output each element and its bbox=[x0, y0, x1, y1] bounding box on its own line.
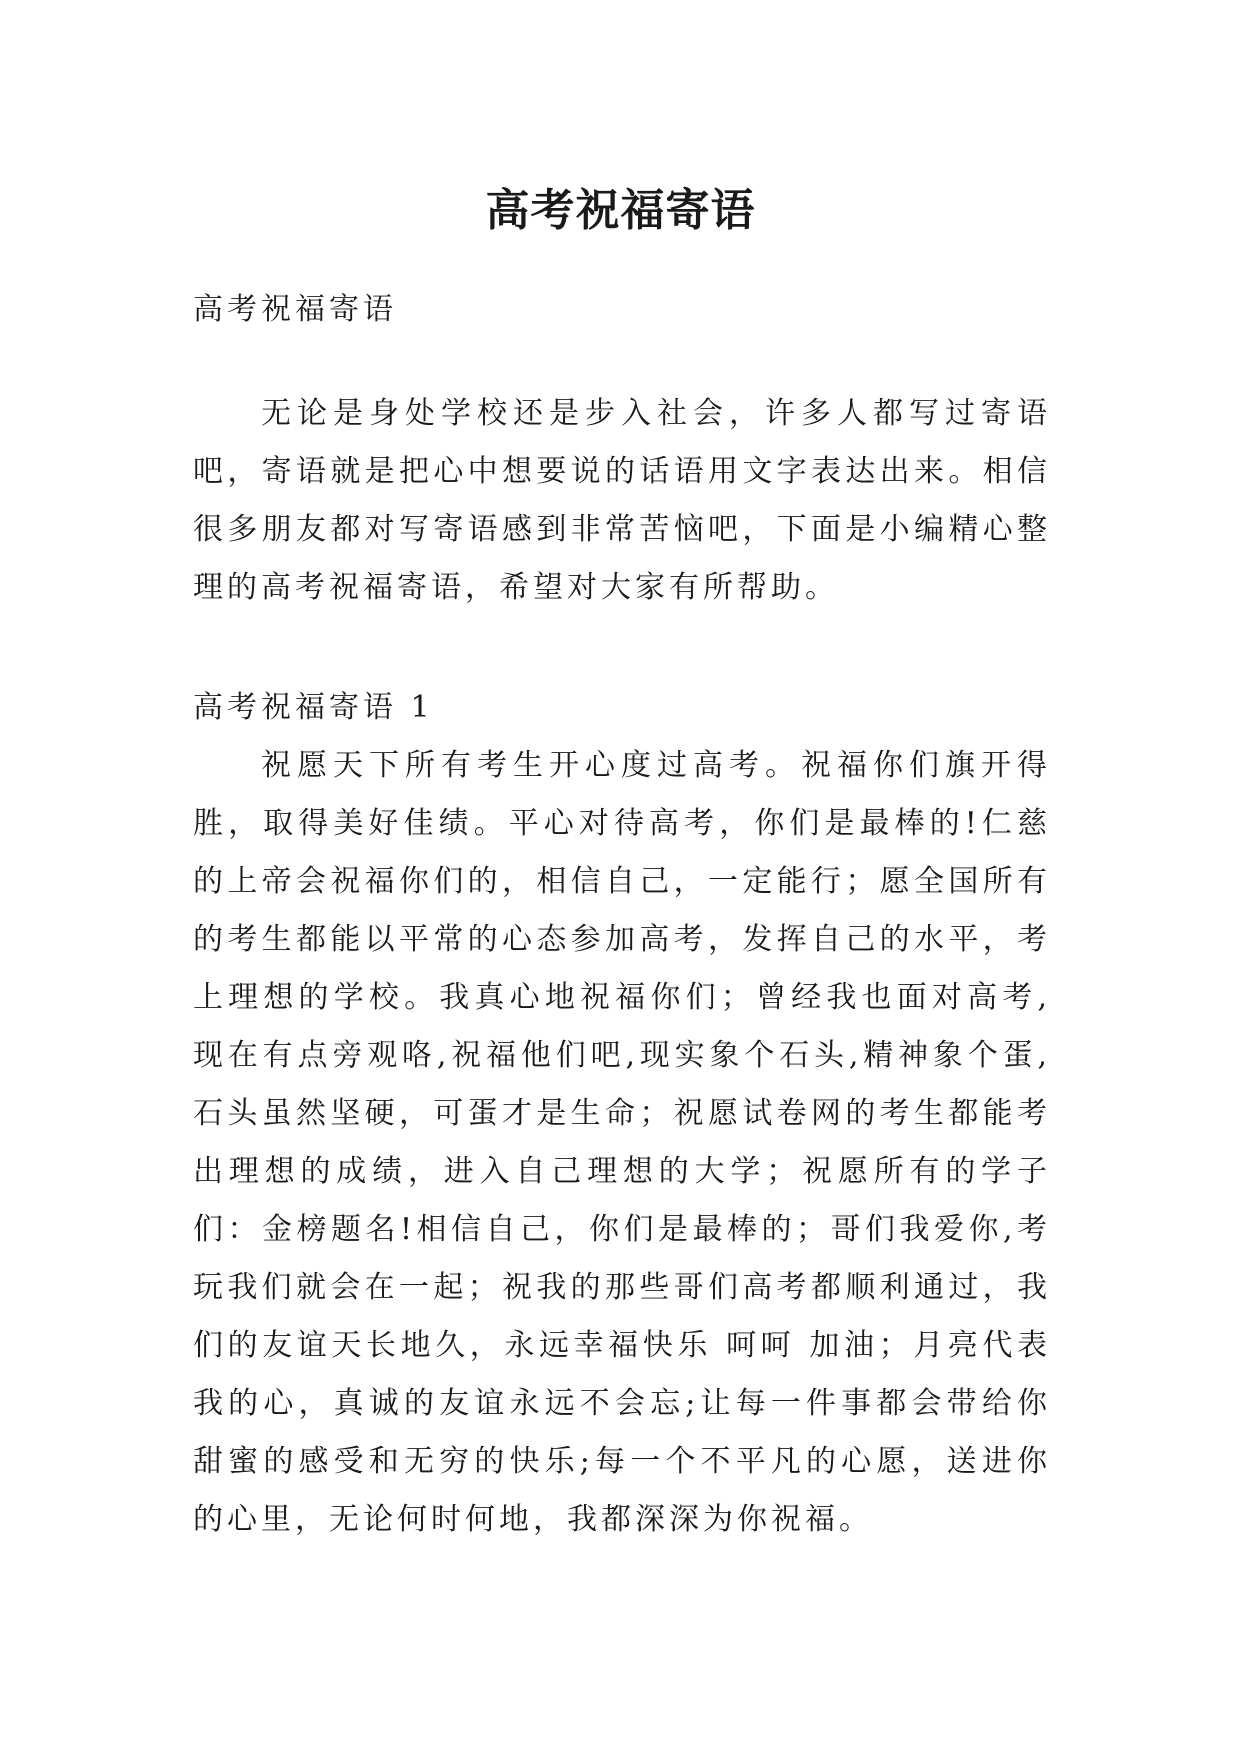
intro-paragraph: 无论是身处学校还是步入社会，许多人都写过寄语吧，寄语就是把心中想要说的话语用文字表达出来。相信很多朋友都对写寄语感到非常苦恼吧，下面是小编精心整理的高考祝福寄语，希望对大家有所帮助。 bbox=[193, 396, 1051, 605]
document-body bbox=[193, 285, 1051, 1549]
section-body: 祝愿天下所有考生开心度过高考。祝福你们旗开得胜，取得美好佳绩。平心对待高考，你们是最棒的!仁慈的上帝会祝福你们的，相信自己，一定能行；愿全国所有的考生都能以平常的心态参加高考，发挥自己的水平，考上理想的学校。我真心地祝福你们；曾经我也面对高考,现在有点旁观咯,祝福他们吧,现实象个石头,精神象个蛋,石头虽然坚硬，可蛋才是生命；祝愿试卷网的考生都能考出理想的成绩，进入自己理想的大学；祝愿所有的学子们：金榜题名!相信自己，你们是最棒的；哥们我爱你,考玩我们就会在一起；祝我的那些哥们高考都顺利通过，我们的友谊天长地久，永远幸福快乐 呵呵 加油；月亮代表我的心，真诚的友谊永远不会忘;让每一件事都会带给你甜蜜的感受和无穷的快乐;每一个不平凡的心愿，送进你的心里，无论何时何地，我都深深为你祝福。 bbox=[193, 748, 1051, 1537]
section-heading: 高考祝福寄语 1 bbox=[193, 690, 434, 725]
document-title: 高考祝福寄语 bbox=[485, 185, 756, 237]
document-subtitle: 高考祝福寄语 bbox=[193, 292, 397, 327]
